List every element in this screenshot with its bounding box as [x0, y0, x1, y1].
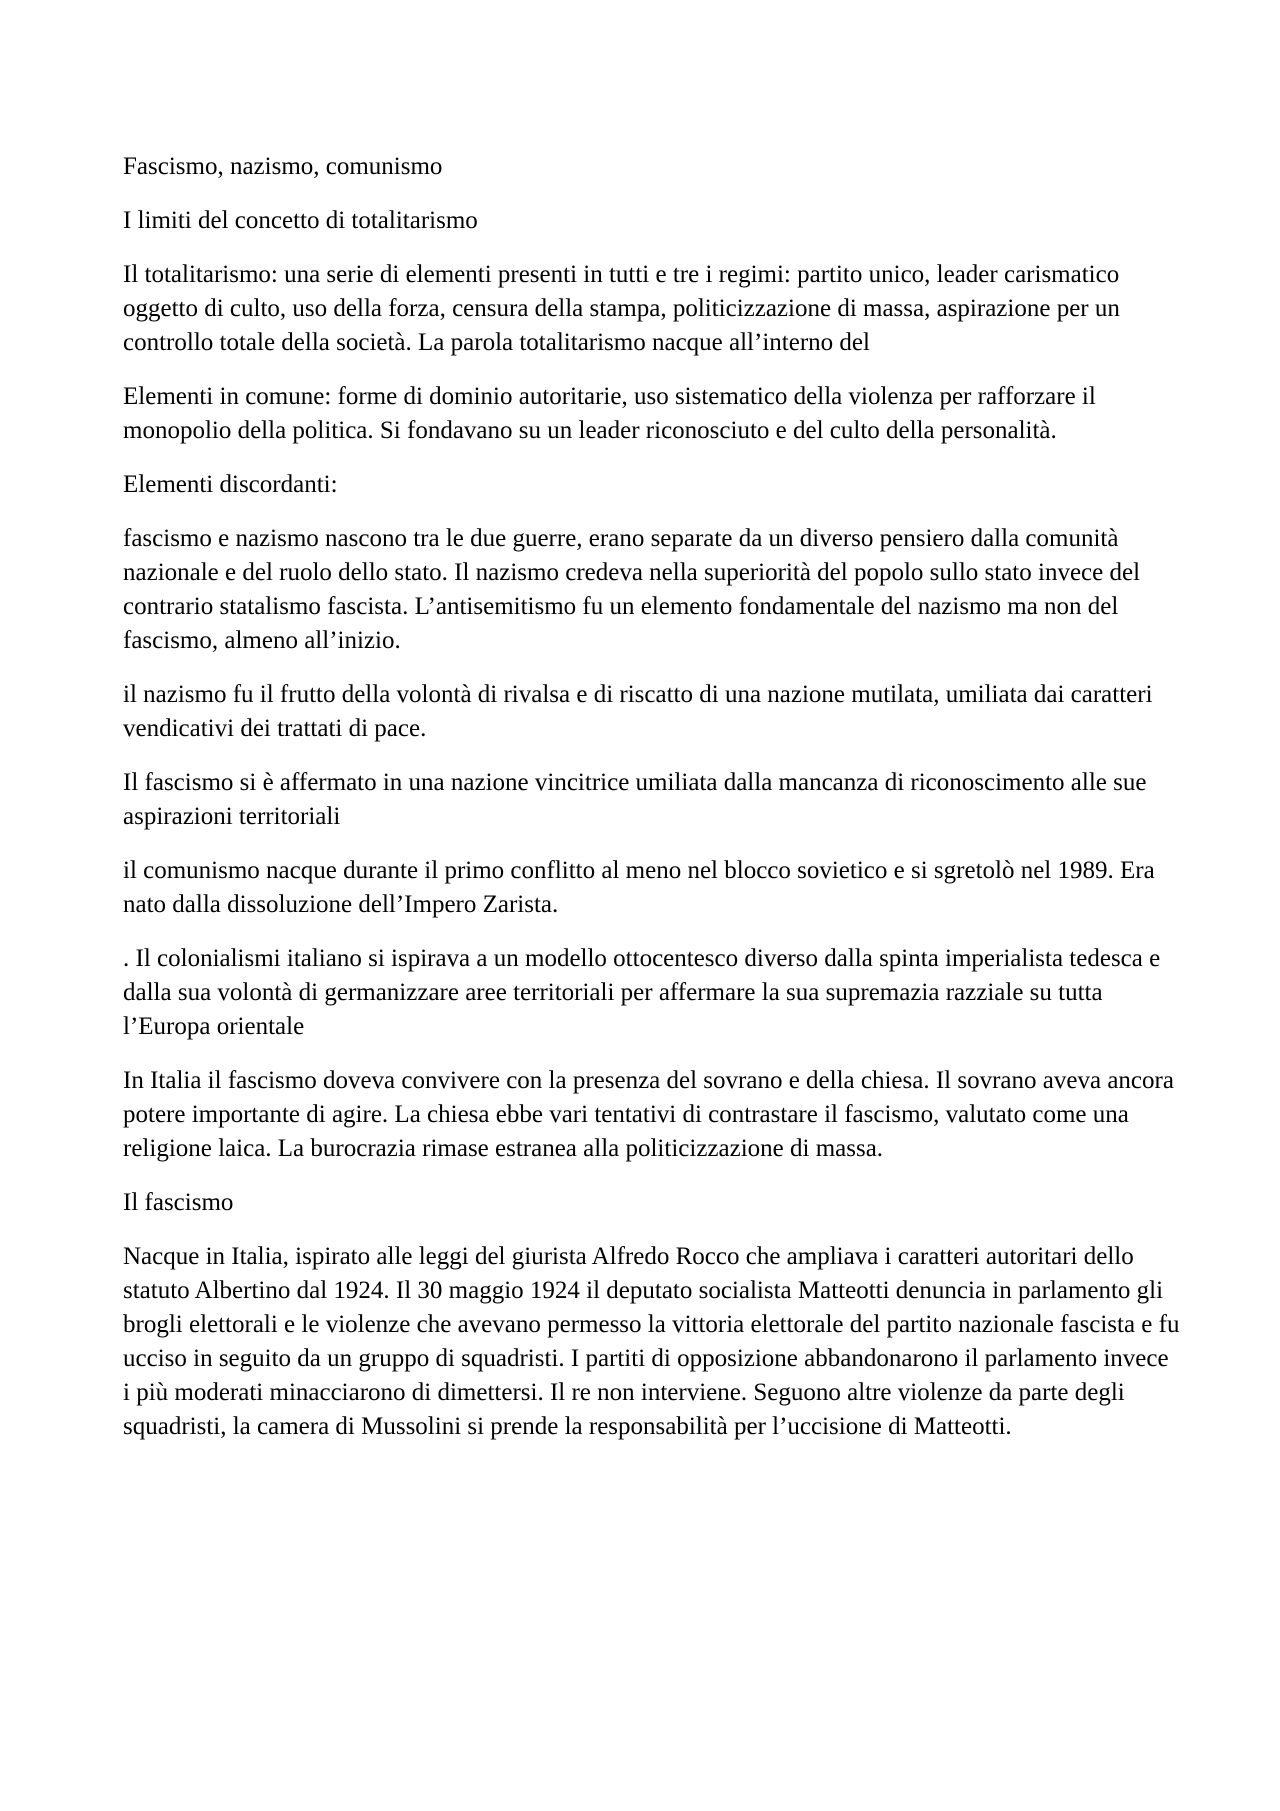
- paragraph-fascismo-nazione-vincitrice: Il fascismo si è affermato in una nazione vincitrice umiliata dalla mancanza di riconoscimento alle sue aspirazioni territoriali: [123, 769, 1147, 830]
- paragraph-elementi-in-comune: Elementi in comune: forme di dominio autoritarie, uso sistematico della violenza per rafforzare il monopolio della politica. Si fondavano su un leader riconosciuto e del culto della personalità.: [123, 383, 1096, 444]
- paragraph-italia-fascismo: In Italia il fascismo doveva convivere con la presenza del sovrano e della chiesa. Il sovrano aveva ancora potere importante di agire. La chiesa ebbe vari tentativi di contrastare il fascismo, valutato come una religione laica. La burocrazia rimase estranea alla politicizzazione di massa.: [123, 1067, 1174, 1162]
- paragraph-matteotti: Nacque in Italia, ispirato alle leggi del giurista Alfredo Rocco che ampliava i caratteri autoritari dello statuto Albertino dal 1924. Il 30 maggio 1924 il deputato socialista Matteotti denuncia in parlamento gli brogli elettorali e le violenze che avevano permesso la vittoria elettorale del partito nazionale fascista e fu ucciso in seguito da un gruppo di squadristi. I partiti di opposizione abbandonarono il parlamento invece i più moderati minacciarono di dimettersi. Il re non interviene. Seguono altre violenze da parte degli squadristi, la camera di Mussolini si prende la responsabilità per l’uccisione di Matteotti.: [123, 1243, 1180, 1440]
- document-title: Fascismo, nazismo, comunismo: [123, 153, 443, 180]
- paragraph-nazismo-rivalsa: il nazismo fu il frutto della volontà di rivalsa e di riscatto di una nazione mutilata, umiliata dai caratteri vendicativi dei trattati di pace.: [123, 681, 1153, 742]
- paragraph-subtitle-totalitarismo: I limiti del concetto di totalitarismo: [123, 207, 478, 234]
- section-heading-il-fascismo: Il fascismo: [123, 1189, 234, 1216]
- paragraph-fascismo-nazismo: fascismo e nazismo nascono tra le due guerre, erano separate da un diverso pensiero dalla comunità nazionale e del ruolo dello stato. Il nazismo credeva nella superiorità del popolo sullo stato invece del contrario statalismo fascista. L’antisemitismo fu un elemento fondamentale del nazismo ma non del fascismo, almeno all’inizio.: [123, 525, 1141, 654]
- paragraph-elementi-discordanti-heading: Elementi discordanti:: [123, 471, 338, 498]
- paragraph-comunismo: il comunismo nacque durante il primo conflitto al meno nel blocco sovietico e si sgretolò nel 1989. Era nato dalla dissoluzione dell’Impero Zarista.: [123, 857, 1155, 918]
- paragraph-totalitarismo-definition: Il totalitarismo: una serie di elementi presenti in tutti e tre i regimi: partito unico, leader carismatico oggetto di culto, uso della forza, censura della stampa, politicizzazione di massa, aspirazione per un controllo totale della società. La parola totalitarismo nacque all’interno del: [123, 261, 1120, 356]
- paragraph-colonialismo: . Il colonialismi italiano si ispirava a un modello ottocentesco diverso dalla spinta imperialista tedesca e dalla sua volontà di germanizzare aree territoriali per affermare la sua supremazia razziale su tutta l’Europa orientale: [123, 945, 1161, 1040]
